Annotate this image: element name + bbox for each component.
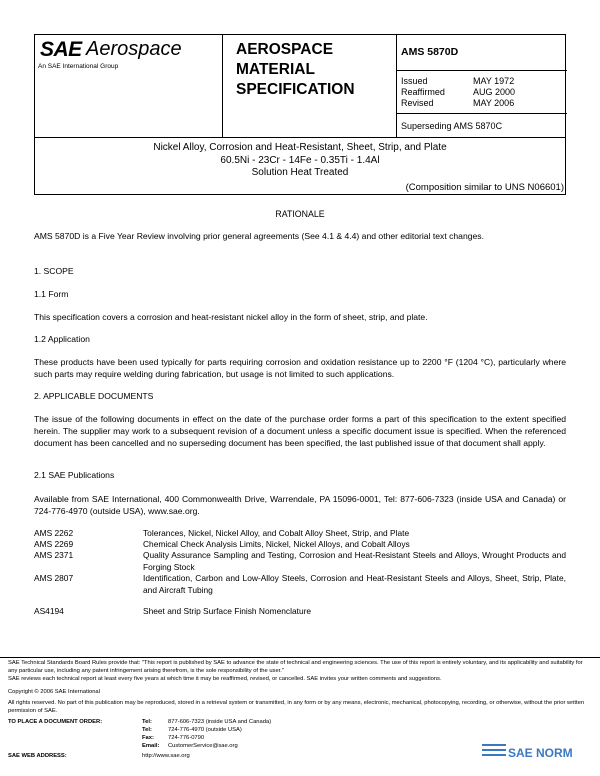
superseding-note: Superseding AMS 5870C [401, 121, 503, 131]
contact-label: Fax: [142, 735, 154, 741]
reference-title: Sheet and Strip Surface Finish Nomenclature [143, 606, 312, 616]
subtitle-line: 60.5Ni - 23Cr - 14Fe - 0.35Ti - 1.4Al [220, 155, 380, 166]
footer-text: Copyright © 2006 SAE International [8, 689, 100, 695]
brand-name: SAE NORM [508, 746, 573, 760]
email-link[interactable]: CustomerService@sae.org [168, 743, 238, 749]
document-number: AMS 5870D [401, 46, 459, 58]
reference-title: Identification, Carbon and Low-Alloy Steels, Corrosion and Heat-Resistant Steels and Alloys, Sheet, Strip, Plate, and Aircraft Tubing [143, 573, 566, 595]
paragraph: The issue of the following documents in effect on the date of the purchase order forms a part of this specification to the extent specified herein. The supplier may work to a subsequent revision of a document unless a specific document issue is specified. When the referenced document has been cancelled and no superseding document has been specified, the last published issue of that document shall apply. [34, 414, 566, 448]
section-heading: 2. APPLICABLE DOCUMENTS [34, 391, 154, 401]
sae-norm-logo [482, 742, 506, 762]
sae-logo: SAE [40, 38, 82, 61]
title-line: SPECIFICATION [236, 81, 355, 98]
date-value: MAY 1972 [473, 76, 515, 86]
reference-id: AMS 2262 [34, 528, 74, 538]
footer-divider [0, 657, 600, 658]
date-value: MAY 2006 [473, 98, 515, 108]
contact-value: 724-776-0790 [168, 735, 205, 741]
title-line: AEROSPACE [236, 41, 334, 58]
reference-id: AMS 2371 [34, 550, 74, 560]
section-heading: 2.1 SAE Publications [34, 470, 115, 480]
aerospace-logo-text: Aerospace [86, 38, 182, 60]
date-label: Revised [401, 98, 434, 108]
section-heading: 1.2 Application [34, 334, 90, 344]
subtitle-line: Solution Heat Treated [251, 167, 349, 178]
contact-label: Email: [142, 743, 160, 749]
footer-text: SAE reviews each technical report at least every five years at which time it may be reaffirmed, revised, or cancelled. SAE invites your written comments and suggestions. [8, 676, 442, 682]
logo-tagline: An SAE International Group [38, 63, 119, 70]
reference-title: Tolerances, Nickel, Nickel Alloy, and Cobalt Alloy Sheet, Strip, and Plate [143, 528, 410, 538]
contact-label: Tel: [142, 727, 152, 733]
paragraph: These products have been used typically for parts requiring corrosion and oxidation resistance up to 2200 °F (1204 °C), particularly where such parts may require welding during fabrication, but usage is not limited to such applications. [34, 357, 566, 379]
rationale-text: AMS 5870D is a Five Year Review involving prior general agreements (See 4.1 & 4.4) and other editorial text changes. [34, 231, 484, 241]
footer-text: All rights reserved. No part of this publication may be reproduced, stored in a retrieval system or transmitted, in any form or by any means, electronic, mechanical, photocopying, recording, or otherwise, without the prior written permission of SAE. [8, 700, 585, 714]
subtitle-line: Nickel Alloy, Corrosion and Heat-Resistant, Sheet, Strip, and Plate [153, 142, 447, 153]
paragraph: This specification covers a corrosion and heat-resistant nickel alloy in the form of sheet, strip, and plate. [34, 312, 428, 322]
title-line: MATERIAL [236, 61, 315, 78]
section-heading: 1.1 Form [34, 289, 69, 299]
reference-id: AMS 2807 [34, 573, 74, 583]
composition-note: (Composition similar to UNS N06601) [405, 182, 564, 193]
page-title [236, 40, 361, 100]
date-label: Reaffirmed [401, 87, 445, 97]
rationale-heading: RATIONALE [275, 209, 325, 219]
contact-value: 724-776-4970 (outside USA) [168, 727, 242, 733]
footer-text: SAE Technical Standards Board Rules provide that: "This report is published by SAE to advance the state of technical and engineering sciences. The use of this report is entirely voluntary, and its applicability and suitability for any particular use, including any patent infringement arising therefrom, is the sole responsibility of the user." [8, 660, 583, 674]
section-heading: 1. SCOPE [34, 266, 74, 276]
header-divider [222, 35, 223, 137]
paragraph: Available from SAE International, 400 Commonwealth Drive, Warrendale, PA 15096-0001, Tel: 877-606-7323 (inside USA and Canada) or 724-776-4970 (outside USA), www.sae.org. [34, 494, 566, 516]
header-divider [396, 70, 567, 71]
header-divider [396, 35, 397, 137]
web-link[interactable]: http://www.sae.org [142, 753, 190, 759]
web-label: SAE WEB ADDRESS: [8, 753, 67, 759]
order-label: TO PLACE A DOCUMENT ORDER: [8, 719, 103, 725]
reference-title: Quality Assurance Sampling and Testing, Corrosion and Heat-Resistant Steels and Alloys, Wrought Products and Forging Stock [143, 550, 566, 572]
date-label: Issued [401, 76, 428, 86]
header-divider [396, 113, 567, 114]
reference-id: AMS 2269 [34, 539, 74, 549]
contact-label: Tel: [142, 719, 152, 725]
reference-title: Chemical Check Analysis Limits, Nickel, Nickel Alloys, and Cobalt Alloys [143, 539, 410, 549]
contact-value: 877-606-7323 (inside USA and Canada) [168, 719, 272, 725]
date-value: AUG 2000 [473, 87, 516, 97]
reference-id: AS4194 [34, 606, 64, 616]
sae-norm-logo-icon [482, 742, 506, 762]
